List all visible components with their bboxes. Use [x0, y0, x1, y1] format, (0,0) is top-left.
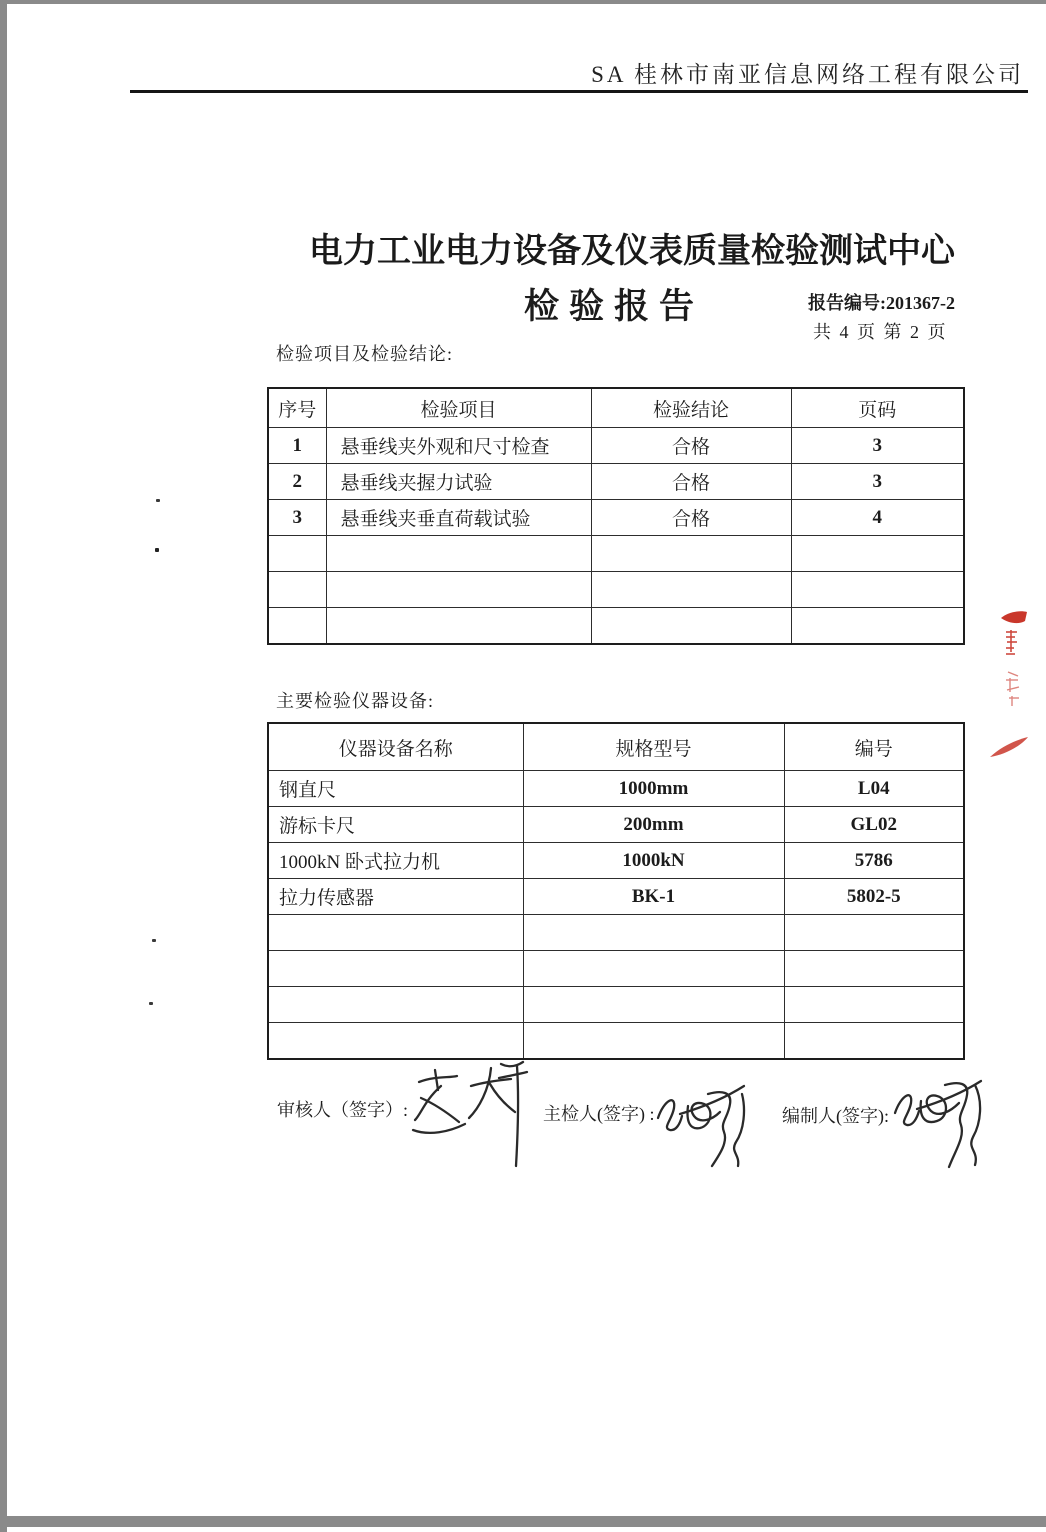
table-cell: 200mm [523, 807, 784, 843]
table-row [268, 572, 964, 608]
table-cell: 3 [268, 500, 326, 536]
table-cell: 游标卡尺 [268, 807, 523, 843]
table-cell: 1 [268, 428, 326, 464]
table-cell: 合格 [591, 428, 791, 464]
inspector-signature [650, 1070, 768, 1174]
table-cell [784, 1023, 964, 1060]
red-stamp-fragment-icon [1002, 666, 1026, 708]
column-header: 序号 [268, 388, 326, 428]
document-subtitle: 检验报告 [524, 287, 705, 326]
table-row [268, 771, 964, 807]
table-cell: 5802-5 [784, 879, 964, 915]
table-cell [523, 951, 784, 987]
inspection-items-table [267, 387, 965, 645]
column-header: 页码 [791, 388, 964, 428]
scan-speck [152, 939, 156, 942]
table-cell [268, 915, 523, 951]
reviewer-signature-label: 审核人（签字）: [277, 1100, 409, 1120]
table-cell: 悬垂线夹握力试验 [326, 464, 591, 500]
table-cell [791, 572, 964, 608]
table-cell [523, 915, 784, 951]
table-row [268, 1023, 964, 1060]
table-cell: 1000kN [523, 843, 784, 879]
table-cell: 1000kN 卧式拉力机 [268, 843, 523, 879]
table-header-row [268, 723, 964, 771]
table-cell [591, 536, 791, 572]
table-cell: 悬垂线夹外观和尺寸检查 [326, 428, 591, 464]
table-row [268, 987, 964, 1023]
table-row [268, 464, 964, 500]
company-header: SA 桂林市南亚信息网络工程有限公司 [591, 62, 1024, 87]
reviewer-signature [405, 1056, 540, 1171]
table-cell [268, 1023, 523, 1060]
column-header: 规格型号 [523, 723, 784, 771]
table-cell: 4 [791, 500, 964, 536]
table-cell [268, 536, 326, 572]
table-row [268, 879, 964, 915]
table-row [268, 500, 964, 536]
table-cell [784, 987, 964, 1023]
table-row [268, 915, 964, 951]
inspector-signature-label: 主检人(签字) : [543, 1104, 655, 1124]
table-row [268, 428, 964, 464]
table-row [268, 608, 964, 645]
table-cell [523, 987, 784, 1023]
table-header-row [268, 388, 964, 428]
items-section-label: 检验项目及检验结论: [276, 344, 454, 364]
report-number: 报告编号:201367-2 [808, 293, 955, 313]
document-title: 电力工业电力设备及仪表质量检验测试中心 [309, 233, 955, 270]
table-row [268, 807, 964, 843]
scan-edge-bottom [0, 1516, 1046, 1527]
table-row [268, 843, 964, 879]
instruments-section-label: 主要检验仪器设备: [276, 691, 435, 711]
header-rule [130, 90, 1028, 93]
column-header: 检验项目 [326, 388, 591, 428]
page-count-info: 共 4 页 第 2 页 [813, 322, 948, 342]
scan-speck [155, 548, 159, 552]
table-cell [523, 1023, 784, 1060]
column-header: 检验结论 [591, 388, 791, 428]
table-cell: L04 [784, 771, 964, 807]
red-stamp-fragment-icon [998, 608, 1028, 666]
preparer-signature [885, 1063, 1003, 1175]
table-cell: 悬垂线夹垂直荷载试验 [326, 500, 591, 536]
table-cell [326, 536, 591, 572]
table-cell [268, 608, 326, 645]
table-cell: 1000mm [523, 771, 784, 807]
table-cell: 钢直尺 [268, 771, 523, 807]
preparer-signature-label: 编制人(签字): [782, 1106, 889, 1126]
table-cell: 2 [268, 464, 326, 500]
table-cell: 合格 [591, 500, 791, 536]
table-cell [791, 536, 964, 572]
table-cell: 合格 [591, 464, 791, 500]
table-row [268, 951, 964, 987]
table-cell: 3 [791, 464, 964, 500]
table-cell [591, 572, 791, 608]
table-cell [326, 608, 591, 645]
table-cell [784, 915, 964, 951]
scan-edge-top [0, 0, 1046, 4]
table-cell [326, 572, 591, 608]
scan-speck [149, 1002, 153, 1005]
table-cell [791, 608, 964, 645]
scan-edge-left [0, 0, 7, 1532]
column-header: 仪器设备名称 [268, 723, 523, 771]
table-cell [268, 572, 326, 608]
table-cell: 3 [791, 428, 964, 464]
table-cell: BK-1 [523, 879, 784, 915]
table-cell: 5786 [784, 843, 964, 879]
table-cell [268, 951, 523, 987]
table-row [268, 536, 964, 572]
red-stamp-stroke-icon [988, 734, 1030, 760]
column-header: 编号 [784, 723, 964, 771]
table-cell [784, 951, 964, 987]
table-cell: 拉力传感器 [268, 879, 523, 915]
table-cell [268, 987, 523, 1023]
instruments-table [267, 722, 965, 1060]
table-cell [591, 608, 791, 645]
table-cell: GL02 [784, 807, 964, 843]
scan-speck [156, 499, 160, 502]
